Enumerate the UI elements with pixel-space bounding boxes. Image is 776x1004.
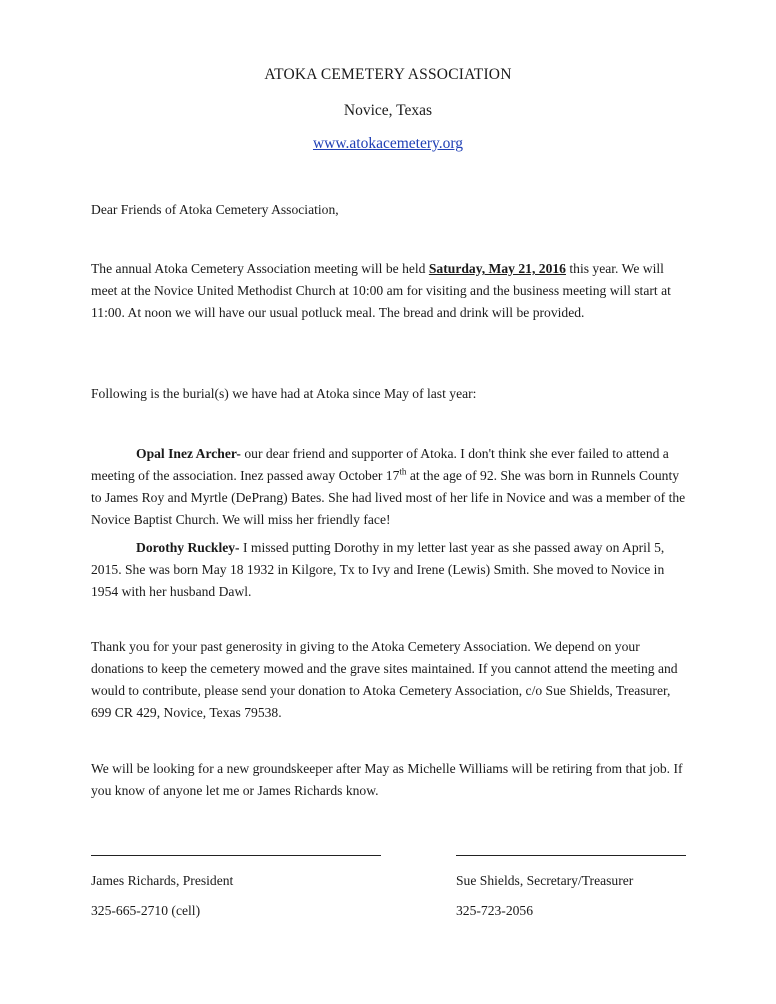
treasurer-phone: 325-723-2056	[456, 903, 534, 918]
burial-name: Dorothy Ruckley-	[136, 540, 240, 555]
meeting-details: this year. We will meet at the Novice United Methodist Church at 10:00 am for visiting and the business meeting will start at 11:00. At noon we will have our usual potluck meal. The bread and drink will be provided.	[91, 261, 671, 320]
burial-entry	[91, 443, 691, 531]
website-link-row	[0, 135, 776, 153]
org-title: ATOKA CEMETERY ASSOCIATION	[264, 66, 512, 83]
meeting-paragraph	[91, 258, 691, 324]
groundskeeper-paragraph: We will be looking for a new groundskeeper after May as Michelle Williams will be retiring from that job. If you know of anyone let me or James Richards know.	[91, 761, 683, 798]
treasurer-name: Sue Shields, Secretary/Treasurer	[456, 873, 634, 888]
burial-entry	[91, 537, 691, 603]
burials-intro: Following is the burial(s) we have had at Atoka since May of last year:	[91, 386, 477, 401]
president-name: James Richards, President	[91, 873, 234, 888]
website-link[interactable]: www.atokacemetery.org	[312, 135, 464, 152]
burial-text: I missed putting Dorothy in my letter last year as she passed away on April 5, 2015. She was born May 18 1932 in Kilgore, Tx to Ivy and Irene (Lewis) Smith. She moved to Novice in 1954 with her husband Dawl.	[91, 540, 665, 599]
donation-paragraph: Thank you for your past generosity in giving to the Atoka Cemetery Association. We depend on your donations to keep the cemetery mowed and the grave sites maintained. If you cannot attend the meeting and would to contribute, please send your donation to Atoka Cemetery Association, c/o Sue Shields, Treasurer, 699 CR 429, Novice, Texas 79538.	[91, 639, 678, 720]
salutation: Dear Friends of Atoka Cemetery Association,	[91, 202, 339, 217]
org-location: Novice, Texas	[343, 102, 433, 119]
ordinal-suffix: th	[399, 466, 407, 477]
burial-name: Opal Inez Archer-	[136, 446, 241, 461]
signature-line	[456, 855, 686, 856]
meeting-intro: The annual Atoka Cemetery Association meeting will be held	[91, 261, 429, 276]
burial-text: our dear friend and supporter of Atoka. I don't think she ever failed to attend a meeting of the association. Inez passed away October 17	[91, 446, 669, 483]
president-phone: 325-665-2710 (cell)	[91, 903, 201, 918]
meeting-date: Saturday, May 21, 2016	[428, 261, 566, 276]
burial-text-cont: at the age of 92. She was born in Runnels County to James Roy and Myrtle (DePrang) Bates. She had lived most of her life in Novice and was a member of the Novice Baptist Church. We will miss her friendly face!	[91, 468, 686, 527]
signature-line	[91, 855, 381, 856]
